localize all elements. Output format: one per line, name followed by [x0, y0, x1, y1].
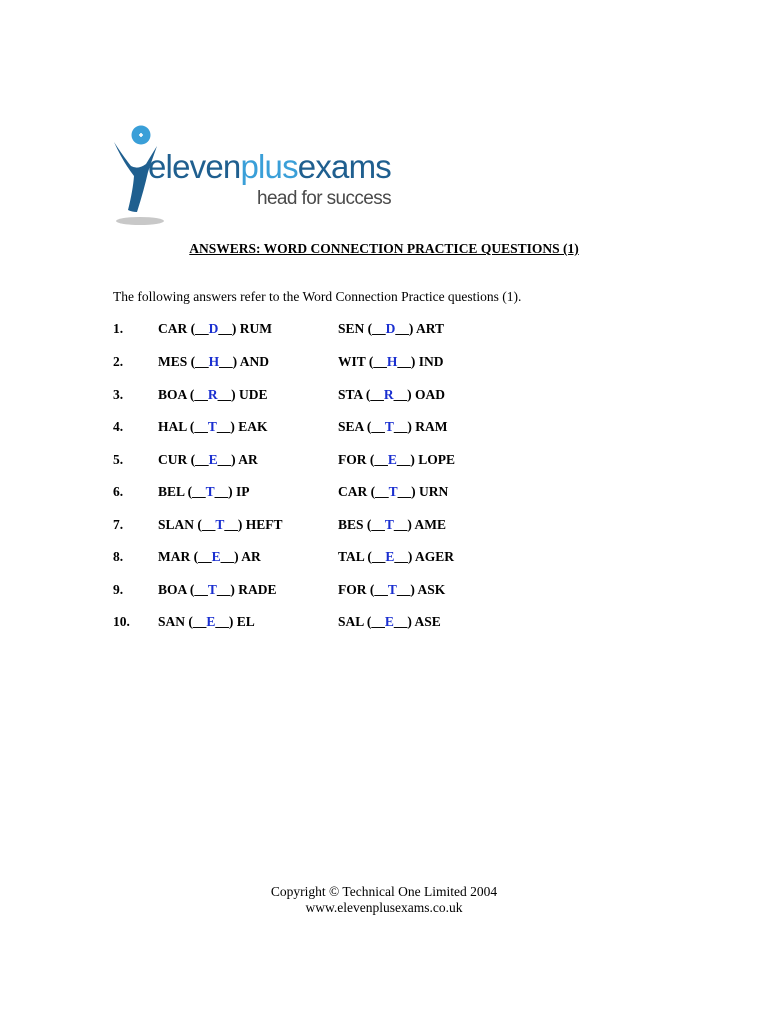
- answer-row: [0, 387, 768, 407]
- question-number: 9.: [113, 582, 124, 597]
- answer-letter: E: [208, 452, 218, 467]
- answer-letter: T: [207, 582, 217, 597]
- answer-letter: E: [387, 452, 397, 467]
- answer-row: [0, 484, 768, 504]
- copyright: Copyright © Technical One Limited 2004: [270, 884, 498, 899]
- question-number: 10.: [113, 614, 130, 629]
- answer-letter: T: [207, 419, 217, 434]
- right-word-pair: FOR (__T__) ASK: [338, 582, 446, 597]
- answer-letter: E: [206, 614, 216, 629]
- answer-row: [0, 582, 768, 602]
- right-word-pair: STA (__R__) OAD: [338, 387, 446, 402]
- question-number: 8.: [113, 549, 124, 564]
- logo: [110, 120, 430, 230]
- answer-row: [0, 517, 768, 537]
- page-title: ANSWERS: WORD CONNECTION PRACTICE QUESTIONS (1): [189, 241, 579, 256]
- answer-letter: T: [388, 484, 398, 499]
- left-word-pair: SAN (__E__) EL: [158, 614, 255, 629]
- answer-letter: T: [387, 582, 397, 597]
- answer-row: [0, 354, 768, 374]
- right-word-pair: CAR (__T__) URN: [338, 484, 449, 499]
- answer-letter: T: [215, 517, 225, 532]
- right-word-pair: SEA (__T__) RAM: [338, 419, 448, 434]
- answer-letter: R: [383, 387, 394, 402]
- answer-letter: E: [384, 614, 394, 629]
- left-word-pair: BEL (__T__) IP: [158, 484, 250, 499]
- right-word-pair: BES (__T__) AME: [338, 517, 447, 532]
- answer-letter: D: [208, 321, 219, 336]
- right-word-pair: SEN (__D__) ART: [338, 321, 445, 336]
- right-word-pair: WIT (__H__) IND: [338, 354, 444, 369]
- answer-letter: T: [384, 419, 394, 434]
- question-number: 7.: [113, 517, 124, 532]
- answer-letter: T: [205, 484, 215, 499]
- answer-row: [0, 321, 768, 341]
- left-word-pair: BOA (__R__) UDE: [158, 387, 268, 402]
- answer-letter: E: [211, 549, 221, 564]
- tagline: head for success: [257, 188, 392, 209]
- question-number: 3.: [113, 387, 124, 402]
- right-word-pair: SAL (__E__) ASE: [338, 614, 441, 629]
- answer-letter: R: [207, 387, 218, 402]
- answer-letter: T: [384, 517, 394, 532]
- question-number: 4.: [113, 419, 124, 434]
- website-url: www.elevenplusexams.co.uk: [305, 900, 463, 915]
- answer-row: [0, 452, 768, 472]
- question-number: 2.: [113, 354, 124, 369]
- question-number: 6.: [113, 484, 124, 499]
- intro-text: The following answers refer to the Word Connection Practice questions (1).: [113, 289, 522, 304]
- left-word-pair: CUR (__E__) AR: [158, 452, 258, 467]
- right-word-pair: FOR (__E__) LOPE: [338, 452, 456, 467]
- answer-row: [0, 614, 768, 634]
- answer-letter: H: [386, 354, 398, 369]
- answer-letter: E: [385, 549, 395, 564]
- answer-letter: D: [385, 321, 396, 336]
- answer-letter: H: [208, 354, 220, 369]
- question-number: 1.: [113, 321, 124, 336]
- left-word-pair: CAR (__D__) RUM: [158, 321, 272, 336]
- brand-name: elevenplusexams: [148, 148, 391, 185]
- answer-row: [0, 549, 768, 569]
- left-word-pair: SLAN (__T__) HEFT: [158, 517, 283, 532]
- footer: [0, 884, 768, 916]
- right-word-pair: TAL (__E__) AGER: [338, 549, 455, 564]
- left-word-pair: MAR (__E__) AR: [158, 549, 261, 564]
- left-word-pair: BOA (__T__) RADE: [158, 582, 277, 597]
- left-word-pair: MES (__H__) AND: [158, 354, 270, 369]
- question-number: 5.: [113, 452, 124, 467]
- left-word-pair: HAL (__T__) EAK: [158, 419, 268, 434]
- answer-row: [0, 419, 768, 439]
